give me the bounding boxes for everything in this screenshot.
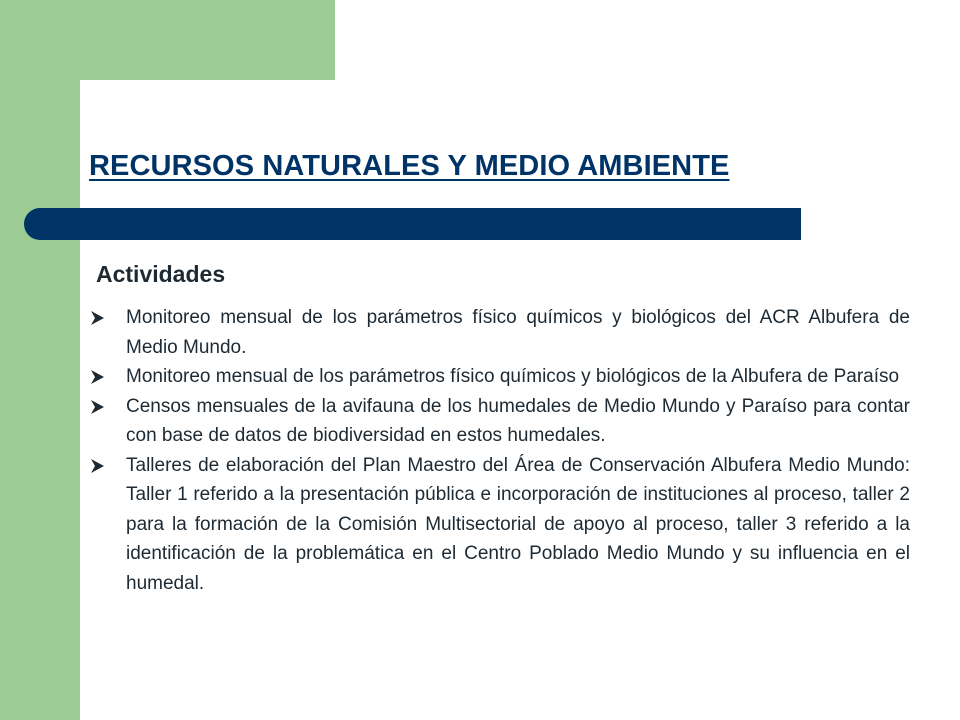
list-item-text: Talleres de elaboración del Plan Maestro del Área de Conservación Albufera Medio Mundo: Taller 1 referido a la presentación pública e incorporación de instituciones al proceso, taller 2 para la formación de la Comisión Multisectorial de apoyo al proceso, taller 3 referido a la identificación de la problemática en el Centro Poblado Medio Mundo y su influencia en el humedal. <box>126 454 910 594</box>
top-accent-block <box>80 0 335 80</box>
section-heading: Actividades <box>96 261 226 287</box>
list-item <box>88 451 910 599</box>
slide-title: RECURSOS NATURALES Y MEDIO AMBIENTE <box>89 150 730 182</box>
arrow-right-bullet-icon <box>88 453 108 479</box>
arrow-right-bullet-icon <box>88 305 108 331</box>
list-item <box>88 303 910 362</box>
arrow-right-bullet-icon <box>88 364 108 390</box>
list-item <box>88 362 910 392</box>
activities-list <box>88 303 910 598</box>
list-item-text: Monitoreo mensual de los parámetros físico químicos y biológicos de la Albufera de Paraíso <box>126 366 900 387</box>
list-item-text: Monitoreo mensual de los parámetros físico químicos y biológicos del ACR Albufera de Medio Mundo. <box>126 307 910 358</box>
list-item-text: Censos mensuales de la avifauna de los humedales de Medio Mundo y Paraíso para contar con base de datos de biodiversidad en estos humedales. <box>126 395 910 446</box>
arrow-right-bullet-icon <box>88 394 108 420</box>
left-accent-bar <box>0 0 80 720</box>
title-underline-band <box>24 208 801 240</box>
list-item <box>88 392 910 451</box>
